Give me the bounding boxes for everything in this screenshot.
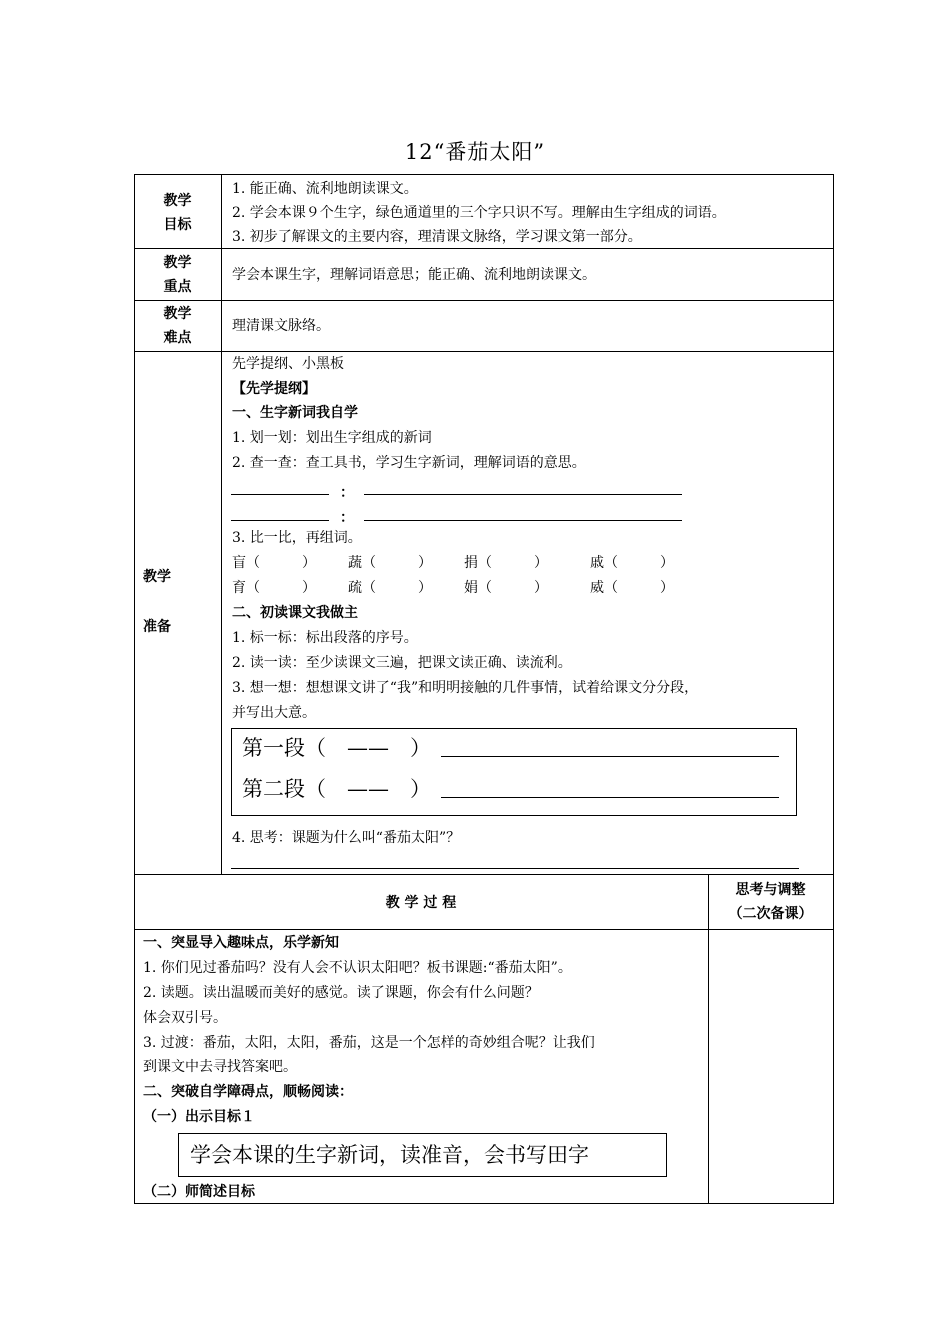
- compare-cell: 捐（ ）: [464, 555, 548, 571]
- row-divider: [134, 351, 833, 352]
- prep-intro: 先学提纲、小黑板: [232, 356, 344, 372]
- meaning-blank[interactable]: [364, 494, 682, 495]
- process-last-line: （二）师简述目标: [143, 1184, 255, 1200]
- paragraph-2-label: 第二段（ —— ）: [242, 777, 431, 801]
- goal-item-2: 2. 学会本课９个生字，绿色通道里的三个字只识不写。理解由生字组成的词语。: [232, 205, 726, 221]
- word-blank[interactable]: [231, 520, 329, 521]
- prep-label-2: 准备: [143, 619, 171, 635]
- table-border-right: [833, 174, 834, 1204]
- section-2-heading: 二、初读课文我做主: [232, 605, 358, 621]
- compare-cell: 蔬（ ）: [348, 555, 432, 571]
- process-line-4: 体会双引号。: [143, 1010, 227, 1026]
- compare-cell: 盲（ ）: [232, 555, 316, 571]
- row-divider: [134, 874, 833, 875]
- compare-cell: 娟（ ）: [464, 580, 548, 596]
- paragraph-1-label: 第一段（ —— ）: [242, 736, 431, 760]
- meaning-blank[interactable]: [364, 520, 682, 521]
- label-column-divider: [221, 174, 222, 874]
- board-text: 学会本课的生字新词，读准音，会书写田字: [190, 1143, 589, 1167]
- row-divider: [134, 248, 833, 249]
- process-header: 教 学 过 程: [385, 895, 457, 911]
- s2-item-2: 2. 读一读：至少读课文三遍，把课文读正确、读流利。: [232, 655, 572, 671]
- row-divider: [134, 300, 833, 301]
- word-blank[interactable]: [231, 494, 329, 495]
- paragraph-2-blank[interactable]: [441, 797, 779, 798]
- s2-item-3a: 3. 想一想：想想课文讲了“我”和明明接触的几件事情，试着给课文分分段，: [232, 680, 699, 696]
- s1-item-3: 3. 比一比，再组词。: [232, 530, 362, 546]
- s2-item-3b: 并写出大意。: [232, 705, 316, 721]
- process-line-7: 二、突破自学障碍点，顺畅阅读：: [143, 1084, 353, 1100]
- page-title: 12“番茄太阳”: [404, 140, 546, 164]
- process-line-2: 1. 你们见过番茄吗？没有人会不认识太阳吧？板书课题:“番茄太阳”。: [143, 960, 572, 976]
- answer-blank[interactable]: [231, 868, 799, 869]
- prep-label-1: 教学: [143, 569, 171, 585]
- difficulty-text: 理清课文脉络。: [232, 318, 330, 334]
- compare-cell: 戚（ ）: [590, 555, 674, 571]
- colon: ：: [340, 485, 354, 501]
- process-line-6: 到课文中去寻找答案吧。: [143, 1059, 297, 1075]
- colon: ：: [340, 510, 354, 526]
- focus-label: 教学 重点: [163, 255, 192, 295]
- paragraph-1-blank[interactable]: [441, 756, 779, 757]
- s1-item-2: 2. 查一查：查工具书，学习生字新词，理解词语的意思。: [232, 455, 586, 471]
- section-1-heading: 一、生字新词我自学: [232, 405, 358, 421]
- goals-label: 教学 目标: [163, 193, 192, 233]
- process-line-5: 3. 过渡：番茄，太阳，太阳，番茄，这是一个怎样的奇妙组合呢？让我们: [143, 1035, 595, 1051]
- table-border-bottom: [134, 1203, 833, 1204]
- compare-cell: 疏（ ）: [348, 580, 432, 596]
- compare-cell: 威（ ）: [590, 580, 674, 596]
- process-line-8: （一）出示目标１: [143, 1109, 255, 1125]
- goal-item-1: 1. 能正确、流利地朗读课文。: [232, 181, 418, 197]
- row-divider: [134, 929, 833, 930]
- s2-item-1: 1. 标一标：标出段落的序号。: [232, 630, 418, 646]
- side-header: 思考与调整 （二次备课）: [728, 882, 813, 922]
- compare-cell: 育（ ）: [232, 580, 316, 596]
- outline-title: 【先学提纲】: [232, 381, 316, 397]
- goal-item-3: 3. 初步了解课文的主要内容，理清课文脉络，学习课文第一部分。: [232, 229, 642, 245]
- s1-item-1: 1. 划一划：划出生字组成的新词: [232, 430, 432, 446]
- process-line-3: 2. 读题。读出温暖而美好的感觉。读了课题，你会有什么问题？: [143, 985, 539, 1001]
- s2-item-4: 4. 思考：课题为什么叫“番茄太阳”？: [232, 830, 461, 846]
- focus-text: 学会本课生字，理解词语意思；能正确、流利地朗读课文。: [232, 267, 596, 283]
- table-border-top: [134, 174, 833, 175]
- process-line-1: 一、突显导入趣味点，乐学新知: [143, 935, 339, 951]
- difficulty-label: 教学 难点: [163, 306, 192, 346]
